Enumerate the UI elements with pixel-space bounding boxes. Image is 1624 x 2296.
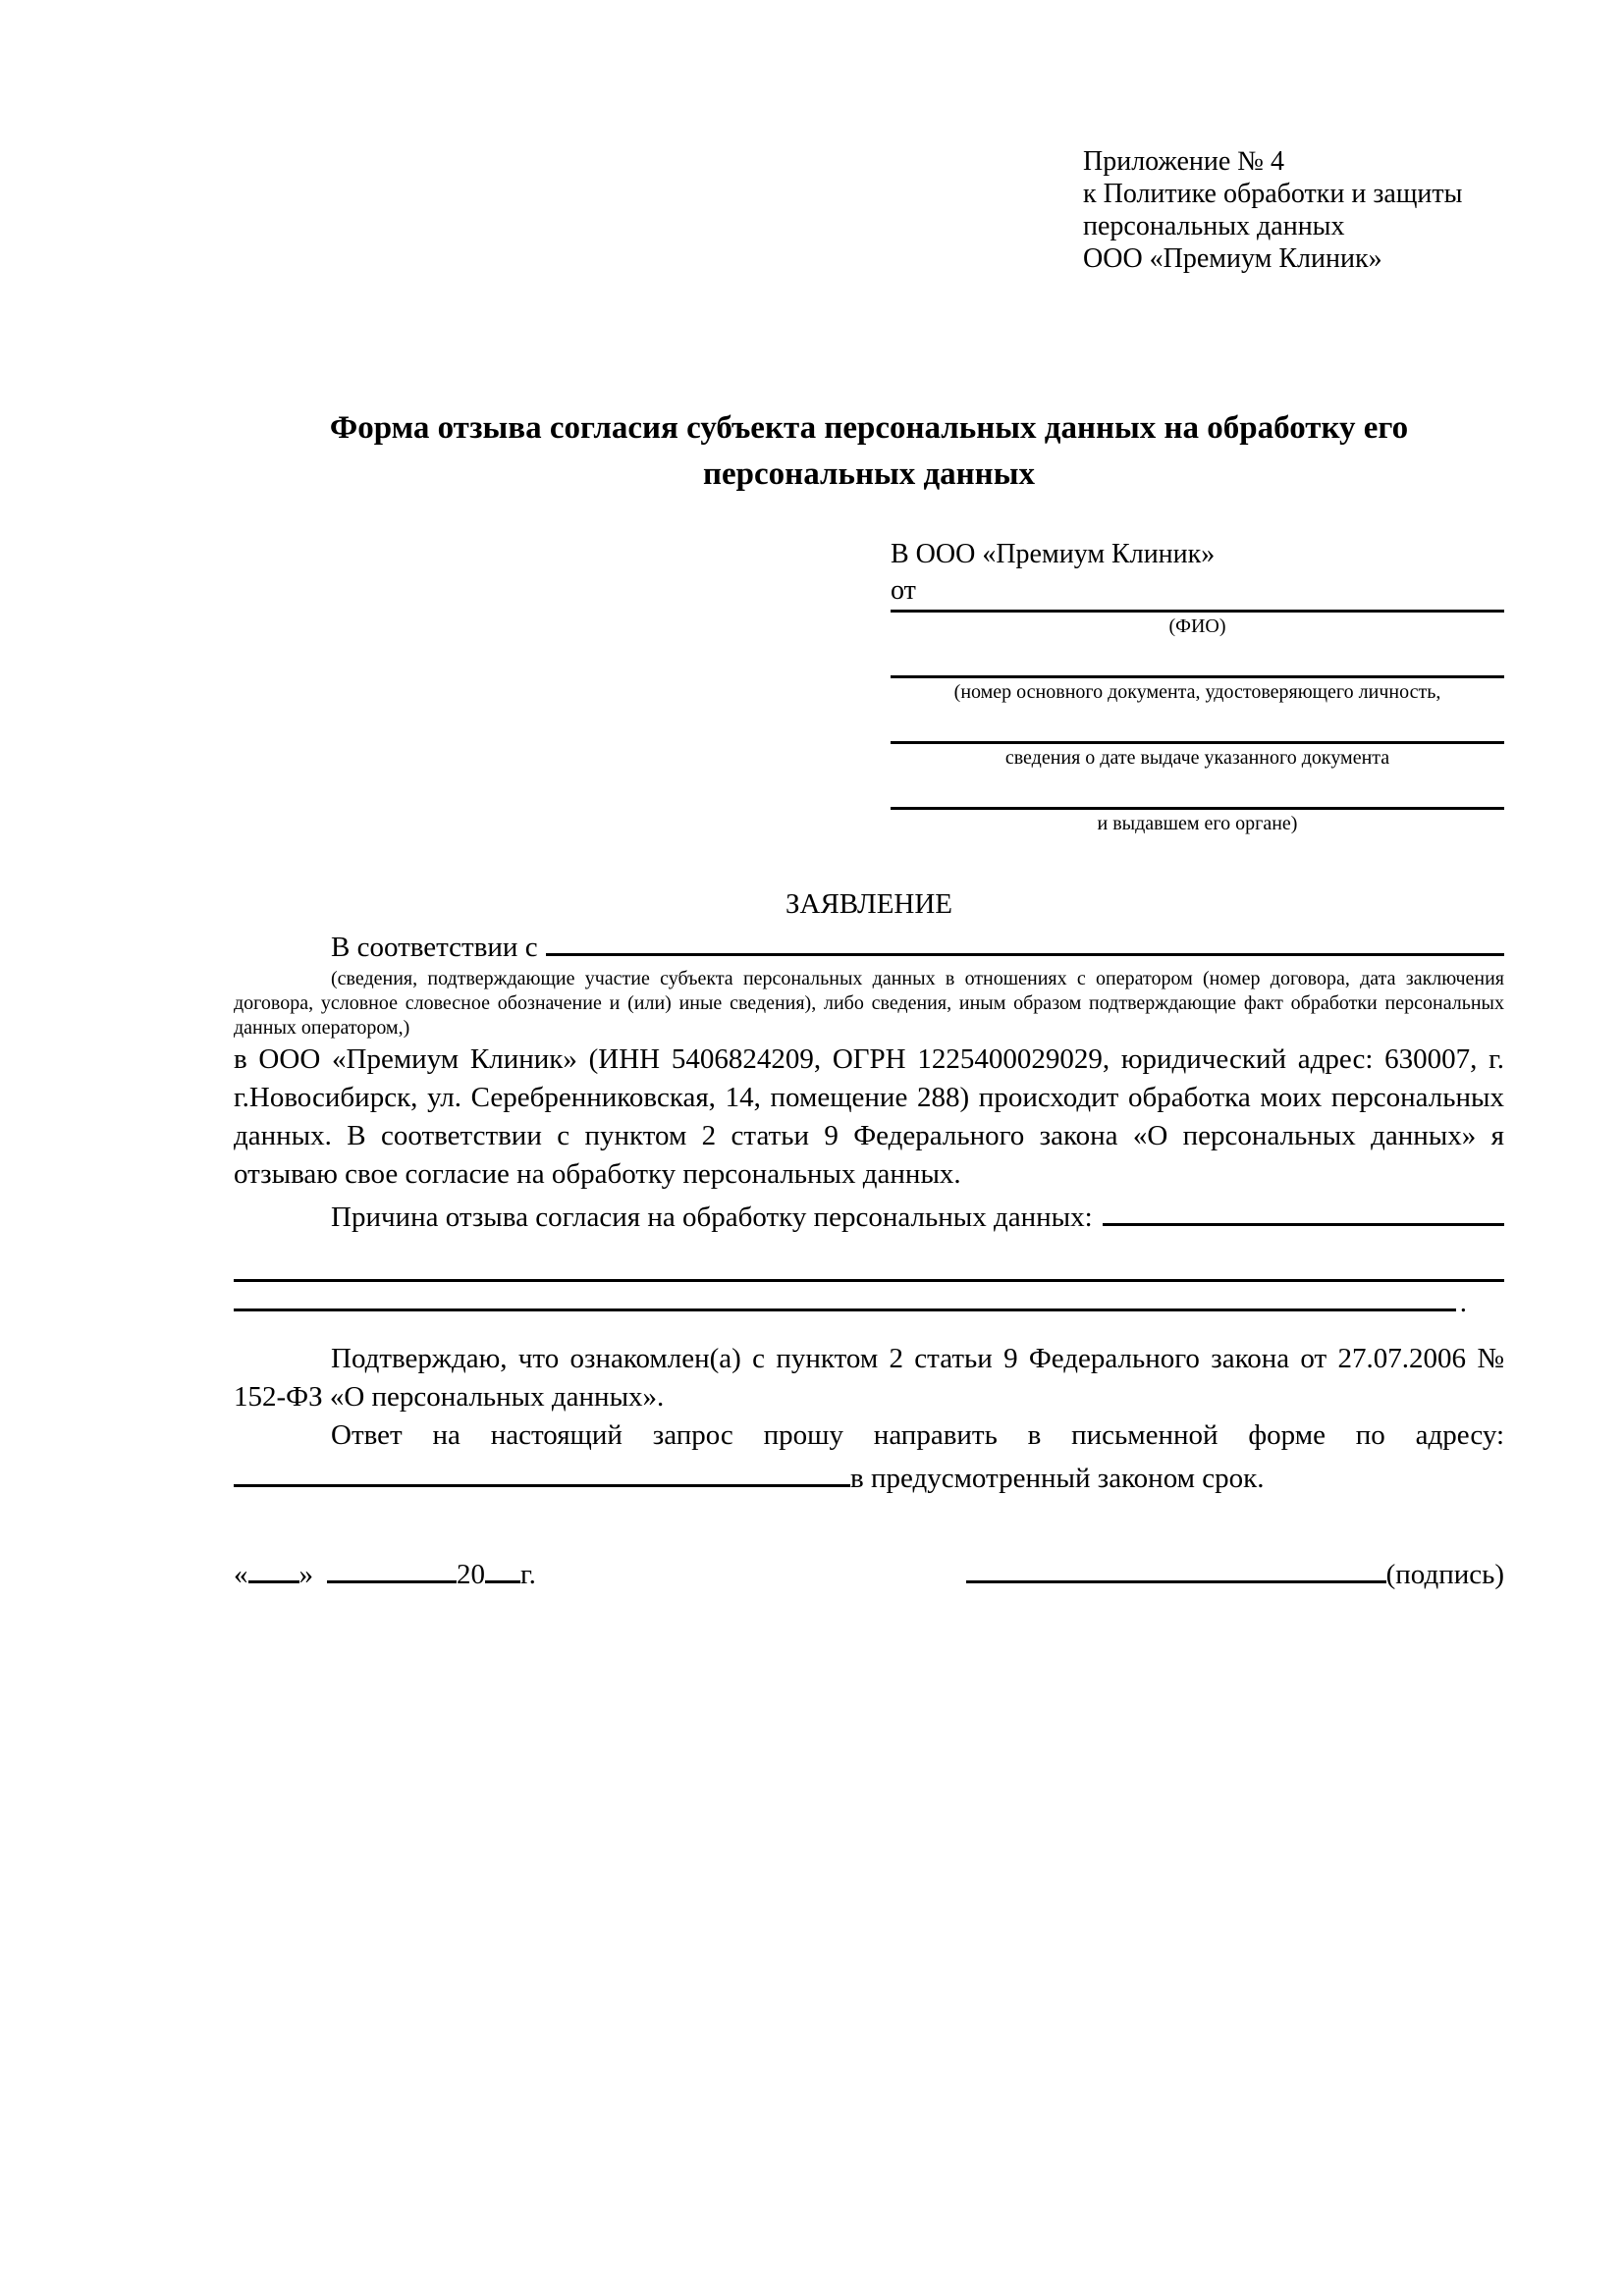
issuing-authority-blank-line bbox=[891, 771, 1504, 810]
opening-prefix: В соответствии с bbox=[331, 932, 538, 963]
appendix-line: Приложение № 4 bbox=[1083, 146, 1284, 177]
document-number-caption: (номер основного документа, удостоверяющего личность, bbox=[953, 681, 1441, 703]
document-number-blank-line bbox=[891, 639, 1504, 678]
document-number-field bbox=[891, 639, 1504, 705]
signature-blank bbox=[966, 1555, 1386, 1583]
fio-caption: (ФИО) bbox=[1168, 615, 1226, 637]
response-deadline-text: в предусмотренный законом срок. bbox=[850, 1463, 1265, 1494]
issue-date-blank-line bbox=[891, 705, 1504, 744]
addressee-from: от bbox=[891, 575, 916, 606]
signature-caption: (подпись) bbox=[1385, 1559, 1504, 1590]
addressee-to: В ООО «Премиум Клиник» bbox=[891, 539, 1216, 569]
reason-label: Причина отзыва согласия на обработку персональных данных: bbox=[331, 1201, 1093, 1233]
appendix-line: персональных данных bbox=[1083, 211, 1345, 241]
issue-date-field bbox=[891, 705, 1504, 771]
addressee-block bbox=[891, 536, 1504, 836]
date-day-blank bbox=[248, 1555, 299, 1583]
fio-blank-line bbox=[891, 609, 1504, 613]
response-address-line bbox=[234, 1455, 1504, 1498]
footer-row bbox=[234, 1555, 1504, 1594]
appendix-line: к Политике обработки и защиты bbox=[1083, 179, 1463, 209]
opening-blank-line bbox=[546, 924, 1504, 956]
date-year-blank bbox=[485, 1555, 520, 1583]
blank-line bbox=[234, 1276, 1456, 1311]
statement-body: в ООО «Премиум Клиник» (ИНН 5406824209, ОГРН 1225400029029, юридический адрес: 630007, г. г.Новосибирск, ул. Серебренниковская, 14, помещение 288) происходит обработка моих персональных данных. В соответствии с пунктом 2 статьи 9 Федерального закона «О персональных данных» я отзываю свое согласие на обработку персональных данных. bbox=[234, 1043, 1504, 1190]
explanatory-note: (сведения, подтверждающие участие субъекта персональных данных в отношениях с оператором (номер договора, дата заключения договора, условное словесное обозначение и (или) иные сведения), либо сведения, иным образом подтверждающие факт обработки персональных данных оператором,) bbox=[234, 968, 1504, 1039]
line-end-period: . bbox=[1459, 1287, 1467, 1318]
reason-line bbox=[234, 1194, 1504, 1237]
response-request-line: Ответ на настоящий запрос прошу направить в письменной форме по адресу: bbox=[331, 1419, 1504, 1451]
date-open-quote: « bbox=[234, 1559, 248, 1590]
opening-line bbox=[234, 924, 1504, 967]
reason-continuation-line-2 bbox=[234, 1276, 1504, 1322]
document-title: Форма отзыва согласия субъекта персональных данных на обработку его персональных данных bbox=[329, 410, 1409, 492]
statement-heading: ЗАЯВЛЕНИЕ bbox=[785, 888, 953, 920]
fio-field bbox=[891, 609, 1504, 639]
date-line bbox=[234, 1555, 536, 1594]
signature-line bbox=[966, 1555, 1504, 1594]
date-close-quote: » bbox=[298, 1559, 313, 1590]
confirmation-paragraph: Подтверждаю, что ознакомлен(а) с пунктом 2 статьи 9 Федерального закона от 27.07.2006 № 152-ФЗ «О персональных данных». bbox=[234, 1343, 1504, 1413]
date-year-prefix: 20 bbox=[457, 1559, 485, 1590]
date-month-blank bbox=[327, 1555, 457, 1583]
reason-blank-line bbox=[1103, 1194, 1504, 1226]
appendix-note bbox=[1083, 145, 1504, 275]
issue-date-caption: сведения о дате выдаче указанного документа bbox=[1004, 747, 1390, 769]
response-address-blank-line bbox=[234, 1455, 850, 1487]
issuing-authority-caption: и выдавшем его органе) bbox=[1097, 813, 1298, 834]
date-year-suffix: г. bbox=[520, 1559, 536, 1590]
appendix-line: ООО «Премиум Клиник» bbox=[1083, 243, 1382, 274]
issuing-authority-field bbox=[891, 771, 1504, 836]
